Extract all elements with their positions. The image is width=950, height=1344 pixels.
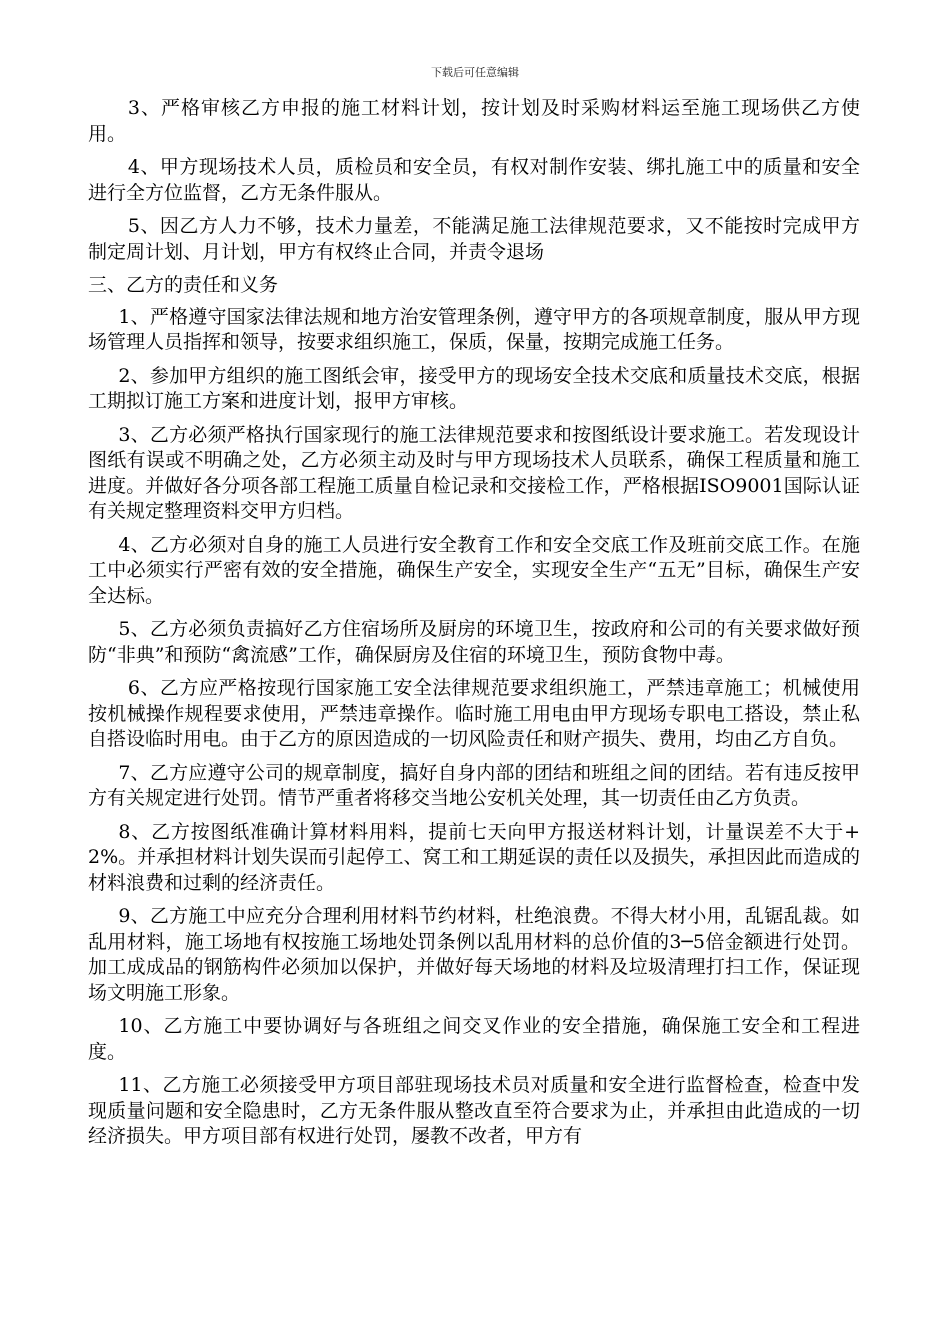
section-heading: 三、乙方的责任和义务 bbox=[88, 274, 279, 296]
clause-paragraph: 10、乙方施工中要协调好与各班组之间交叉作业的安全措施，确保施工安全和工程进度。 bbox=[88, 1015, 860, 1063]
clause-paragraph: 7、乙方应遵守公司的规章制度，搞好自身内部的团结和班组之间的团结。若有违反按甲方有关规定进行处罚。情节严重者将移交当地公安机关处理，其一切责任由乙方负责。 bbox=[88, 761, 860, 809]
page-header-note: 下载后可任意编辑 bbox=[431, 66, 519, 79]
clause-paragraph: 5、因乙方人力不够，技术力量差，不能满足施工法律规范要求，又不能按时完成甲方制定周计划、月计划，甲方有权终止合同，并责令退场 bbox=[88, 215, 860, 263]
clause-paragraph: 3、严格审核乙方申报的施工材料计划，按计划及时采购材料运至施工现场供乙方使用。 bbox=[88, 97, 860, 145]
clause-paragraph: 9、乙方施工中应充分合理利用材料节约材料，杜绝浪费。不得大材小用，乱锯乱裁。如乱用材料，施工场地有权按施工场地处罚条例以乱用材料的总价值的3─5倍金额进行处罚。加工成成品的钢筋构件必须加以保护，并做好每天场地的材料及垃圾清理打扫工作，保证现场文明施工形象。 bbox=[88, 905, 860, 1004]
clause-paragraph: 6、乙方应严格按现行国家施工安全法律规范要求组织施工，严禁违章施工；机械使用按机械操作规程要求使用，严禁违章操作。临时施工用电由甲方现场专职电工搭设，禁止私自搭设临时用电。由于乙方的原因造成的一切风险责任和财产损失、费用，均由乙方自负。 bbox=[88, 677, 860, 750]
clause-paragraph: 3、乙方必须严格执行国家现行的施工法律规范要求和按图纸设计要求施工。若发现设计图纸有误或不明确之处，乙方必须主动及时与甲方现场技术人员联系，确保工程质量和施工进度。并做好各分项各部工程施工质量自检记录和交接检工作，严格根据ISO9001国际认证有关规定整理资料交甲方归档。 bbox=[88, 423, 860, 522]
clause-paragraph: 4、甲方现场技术人员，质检员和安全员，有权对制作安装、绑扎施工中的质量和安全进行全方位监督，乙方无条件服从。 bbox=[88, 156, 860, 204]
clause-paragraph: 4、乙方必须对自身的施工人员进行安全教育工作和安全交底工作及班前交底工作。在施工中必须实行严密有效的安全措施，确保生产安全，实现安全生产“五无”目标，确保生产安全达标。 bbox=[88, 533, 860, 607]
clause-paragraph: 11、乙方施工必须接受甲方项目部驻现场技术员对质量和安全进行监督检查，检查中发现质量问题和安全隐患时，乙方无条件服从整改直至符合要求为止，并承担由此造成的一切经济损失。甲方项目部有权进行处罚，屡教不改者，甲方有 bbox=[88, 1074, 860, 1147]
clause-paragraph: 1、严格遵守国家法律法规和地方治安管理条例，遵守甲方的各项规章制度，服从甲方现场管理人员指挥和领导，按要求组织施工，保质，保量，按期完成施工任务。 bbox=[88, 305, 860, 353]
clause-paragraph: 5、乙方必须负责搞好乙方住宿场所及厨房的环境卫生，按政府和公司的有关要求做好预防“非典”和预防“禽流感”工作，确保厨房及住宿的环境卫生，预防食物中毒。 bbox=[88, 618, 860, 666]
clause-paragraph: 8、乙方按图纸准确计算材料用料，提前七天向甲方报送材料计划，计量误差不大于+2%。并承担材料计划失误而引起停工、窝工和工期延误的责任以及损失，承担因此而造成的材料浪费和过剩的经济责任。 bbox=[88, 820, 860, 894]
clause-paragraph: 2、参加甲方组织的施工图纸会审，接受甲方的现场安全技术交底和质量技术交底，根据工期拟订施工方案和进度计划，报甲方审核。 bbox=[88, 364, 860, 412]
document-body bbox=[88, 96, 860, 1158]
